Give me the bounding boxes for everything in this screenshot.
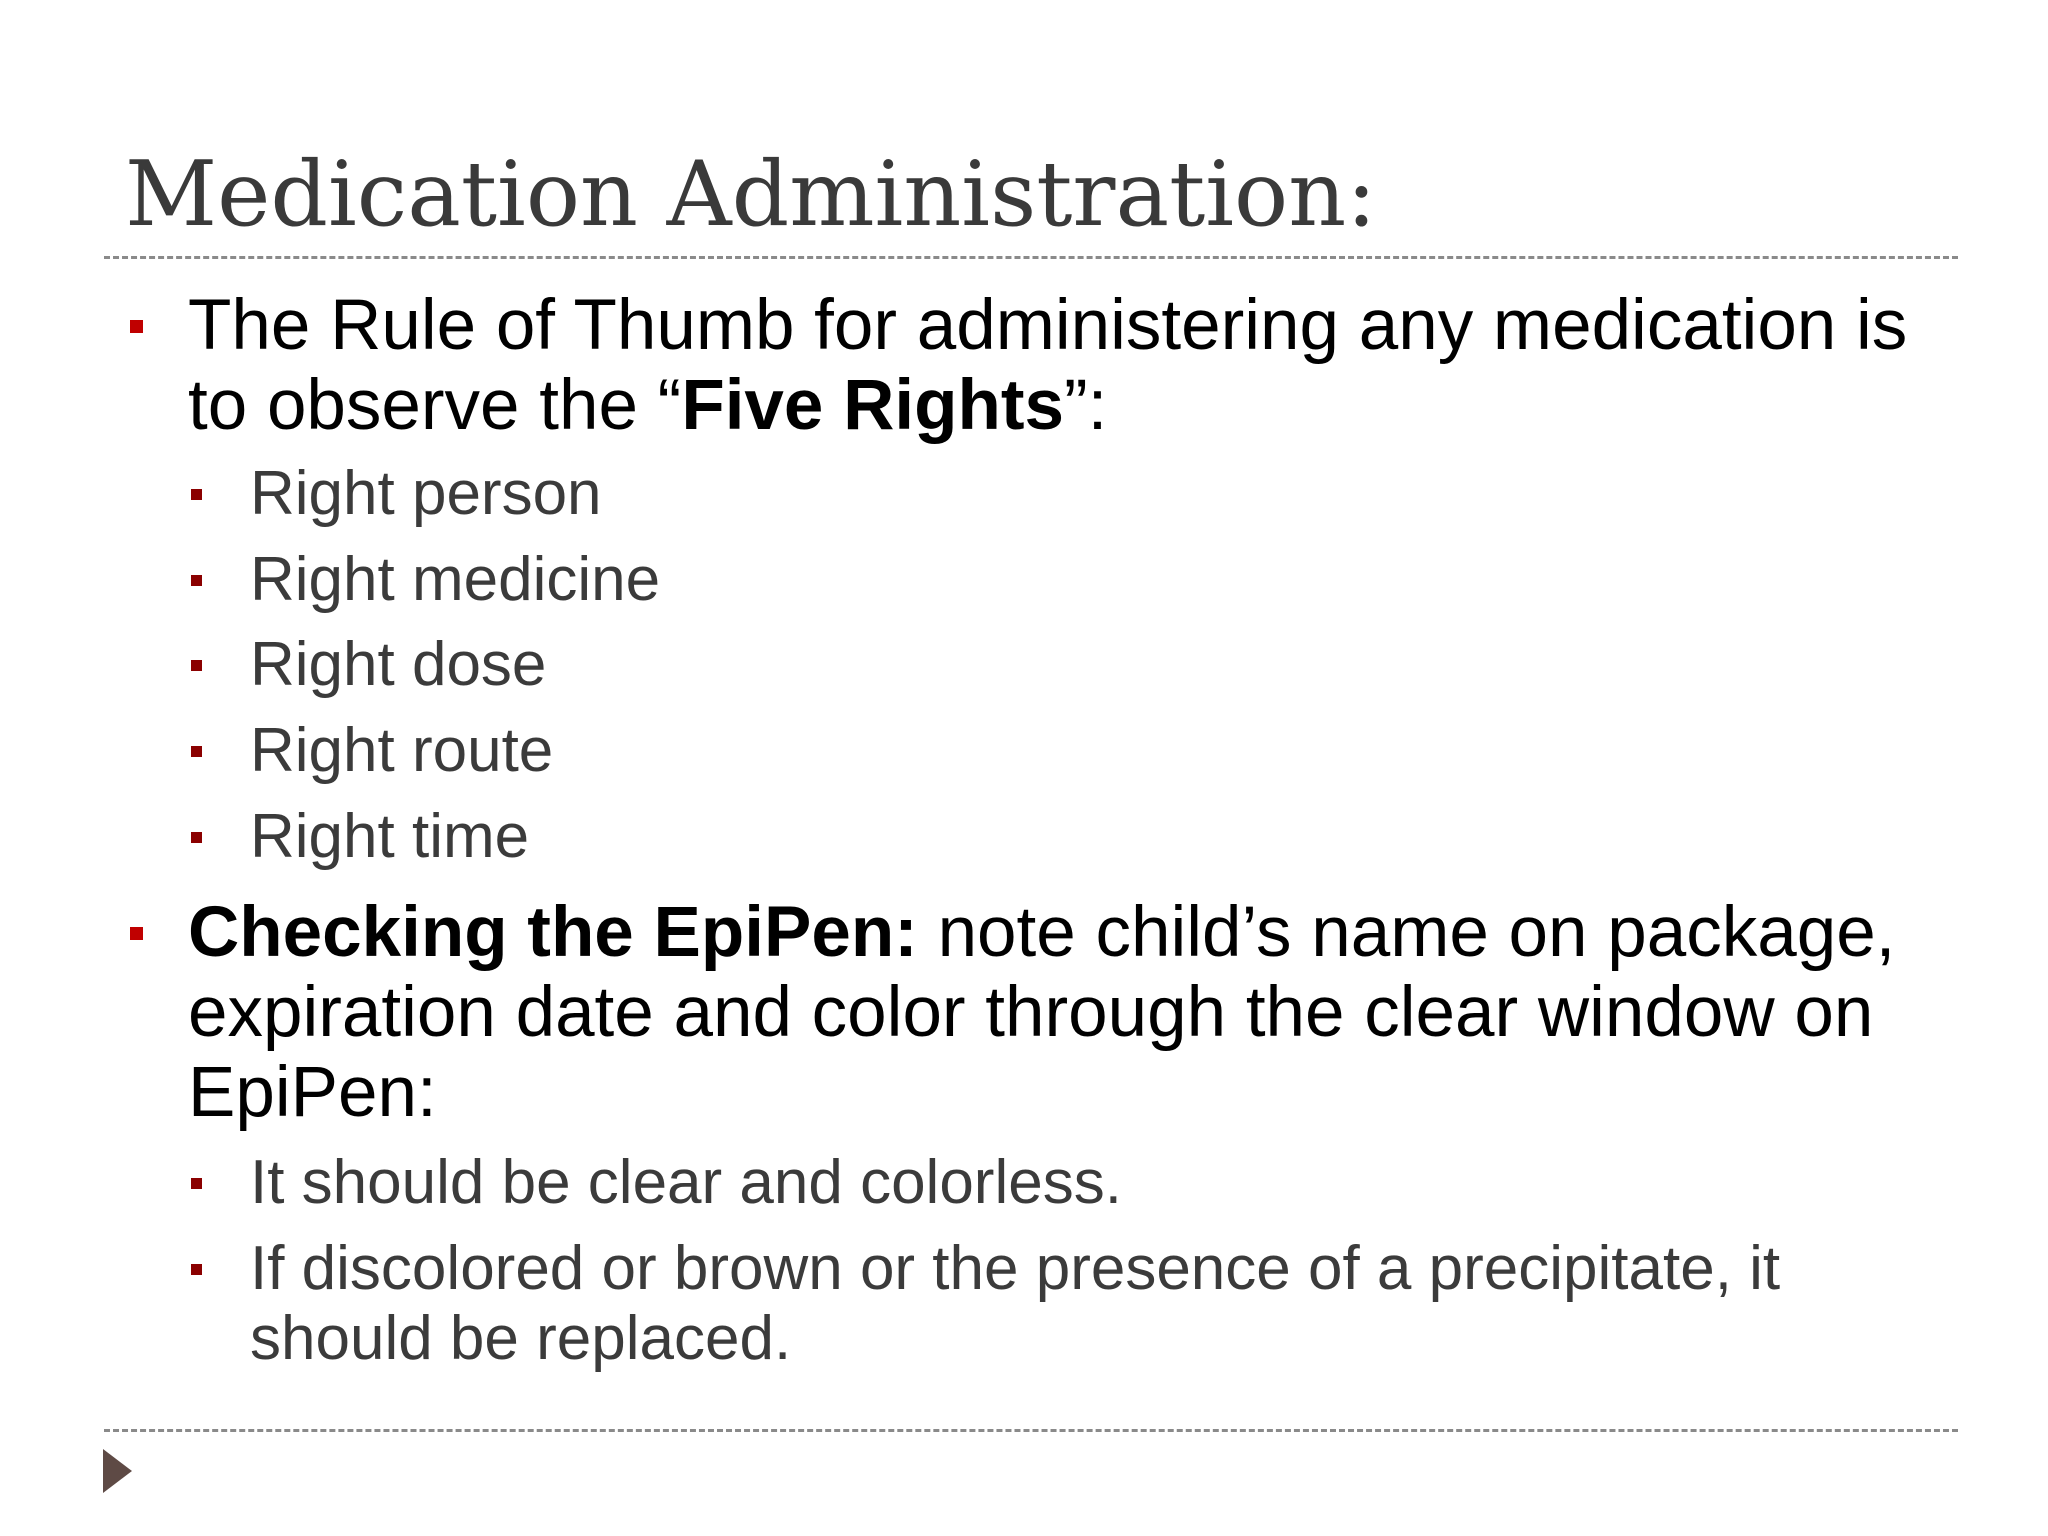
sub-bullet-right-medicine (250, 545, 1950, 615)
sub-bullet-square-icon (191, 1264, 202, 1275)
bullet-square-icon (130, 320, 143, 333)
bullet-text: note child’s name on package, expiration date and color through the clear window on EpiPen: (188, 893, 1896, 1132)
bullet-square-icon (130, 927, 143, 940)
sub-bullet-text: Right time (250, 802, 530, 871)
sub-bullet-square-icon (191, 832, 202, 843)
bullet-text-end: ”: (1064, 366, 1108, 445)
sub-bullet-right-dose (250, 630, 1950, 700)
sub-bullet-right-route (250, 716, 1950, 786)
bullet-bold-text: Checking the EpiPen: (188, 893, 918, 972)
bullet-bold-text: Five Rights (681, 366, 1064, 445)
slide-title: Medication Administration: (125, 142, 1377, 247)
sub-bullet-square-icon (191, 489, 202, 500)
sub-bullet-square-icon (191, 575, 202, 586)
sub-bullet-text: If discolored or brown or the presence of a precipitate, it should be replaced. (250, 1234, 1781, 1373)
bullet-checking-epipen (188, 893, 1958, 1133)
sub-bullet-text: Right dose (250, 630, 547, 699)
footer-divider (104, 1429, 1958, 1432)
sub-bullet-text: Right person (250, 459, 602, 528)
sub-bullet-text: Right medicine (250, 545, 661, 614)
sub-bullet-clear-colorless (250, 1148, 1950, 1218)
triangle-right-icon (103, 1449, 132, 1493)
sub-bullet-right-time (250, 802, 1950, 872)
sub-bullet-square-icon (191, 1178, 202, 1189)
sub-bullet-text: It should be clear and colorless. (250, 1148, 1122, 1217)
sub-bullet-text: Right route (250, 716, 554, 785)
sub-bullet-discolored (250, 1234, 1950, 1374)
bullet-text: The Rule of Thumb for administering any medication is to observe the “ (188, 286, 1908, 445)
sub-bullet-right-person (250, 459, 1950, 529)
sub-bullet-square-icon (191, 746, 202, 757)
bullet-five-rights (188, 286, 1958, 446)
sub-bullet-square-icon (191, 660, 202, 671)
